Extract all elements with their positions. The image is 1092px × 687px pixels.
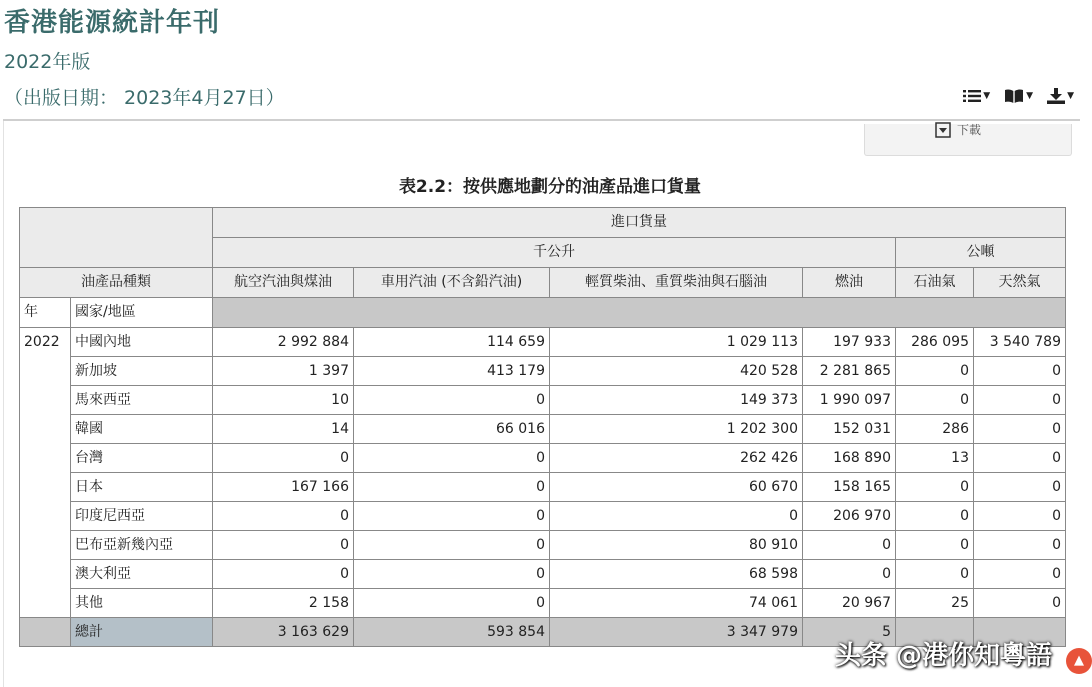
value-cell: 0	[896, 473, 974, 502]
chevron-down-icon: ▼	[983, 90, 991, 101]
corner-cell	[20, 208, 213, 268]
country-cell: 新加坡	[71, 357, 213, 386]
value-cell: 0	[550, 502, 803, 531]
country-cell: 巴布亞新幾內亞	[71, 531, 213, 560]
table-row	[20, 502, 1066, 531]
value-cell: 0	[896, 560, 974, 589]
table-row	[20, 473, 1066, 502]
table-of-contents-button[interactable]	[963, 88, 990, 104]
column-header: 車用汽油 (不含鉛汽油)	[354, 268, 550, 298]
value-cell: 25	[896, 589, 974, 618]
value-cell: 13	[896, 444, 974, 473]
chevron-up-icon: ▲	[1074, 653, 1084, 668]
value-cell: 152 031	[803, 415, 896, 444]
country-cell: 台灣	[71, 444, 213, 473]
value-cell: 0	[803, 531, 896, 560]
value-cell: 0	[974, 560, 1066, 589]
value-cell: 286	[896, 415, 974, 444]
value-cell: 0	[803, 560, 896, 589]
value-cell: 1 029 113	[550, 328, 803, 357]
watermark: 头条 @港你知粵語	[835, 641, 1053, 671]
value-cell: 0	[974, 473, 1066, 502]
value-cell: 66 016	[354, 415, 550, 444]
page-title: 香港能源統計年刊	[4, 8, 221, 38]
content-border	[3, 121, 4, 687]
value-cell: 197 933	[803, 328, 896, 357]
download-icon	[1047, 88, 1065, 104]
column-header: 燃油	[803, 268, 896, 298]
oil-import-table	[19, 207, 1066, 647]
value-cell: 206 970	[803, 502, 896, 531]
edition-label: 2022年版	[4, 51, 91, 73]
country-cell: 韓國	[71, 415, 213, 444]
column-header: 天然氣	[974, 268, 1066, 298]
page-header	[0, 0, 1080, 120]
download-panel-label: 下載	[957, 122, 982, 137]
value-cell: 0	[354, 560, 550, 589]
country-cell: 日本	[71, 473, 213, 502]
value-cell: 0	[213, 502, 354, 531]
value-cell: 0	[354, 531, 550, 560]
value-cell: 0	[974, 386, 1066, 415]
table-row	[20, 386, 1066, 415]
reading-mode-button[interactable]	[1004, 88, 1033, 104]
value-cell: 60 670	[550, 473, 803, 502]
country-cell: 澳大利亞	[71, 560, 213, 589]
table-row	[20, 444, 1066, 473]
value-cell: 262 426	[550, 444, 803, 473]
header-import-volume: 進口貨量	[213, 208, 1066, 238]
total-year-cell	[20, 618, 71, 647]
value-cell: 0	[896, 357, 974, 386]
column-header: 輕質柴油、重質柴油與石腦油	[550, 268, 803, 298]
value-cell: 286 095	[896, 328, 974, 357]
value-cell: 0	[354, 502, 550, 531]
table-caption: 表2.2：按供應地劃分的油產品進口貨量	[398, 177, 702, 197]
header-year: 年	[20, 298, 71, 328]
country-cell: 印度尼西亞	[71, 502, 213, 531]
toolbar	[963, 88, 1074, 104]
chevron-down-icon: ▼	[1067, 90, 1074, 101]
list-icon	[963, 89, 981, 103]
total-value-cell: 3 347 979	[550, 618, 803, 647]
book-icon	[1004, 89, 1024, 103]
value-cell: 168 890	[803, 444, 896, 473]
value-cell: 158 165	[803, 473, 896, 502]
header-spacer	[213, 298, 1066, 328]
table-row	[20, 328, 1066, 357]
value-cell: 80 910	[550, 531, 803, 560]
total-value-cell: 3 163 629	[213, 618, 354, 647]
header-divider	[3, 119, 1080, 121]
value-cell: 413 179	[354, 357, 550, 386]
scroll-top-button[interactable]	[1066, 648, 1092, 674]
download-panel-inner	[935, 122, 982, 138]
total-label: 總計	[71, 618, 213, 647]
download-panel[interactable]	[864, 124, 1072, 156]
table-row	[20, 357, 1066, 386]
value-cell: 20 967	[803, 589, 896, 618]
value-cell: 0	[354, 589, 550, 618]
table-row	[20, 560, 1066, 589]
value-cell: 420 528	[550, 357, 803, 386]
table-row	[20, 589, 1066, 618]
value-cell: 0	[354, 444, 550, 473]
download-button[interactable]	[1047, 88, 1074, 104]
value-cell: 0	[974, 589, 1066, 618]
download-icon	[935, 122, 951, 138]
column-header: 石油氣	[896, 268, 974, 298]
value-cell: 3 540 789	[974, 328, 1066, 357]
value-cell: 0	[974, 531, 1066, 560]
value-cell: 1 990 097	[803, 386, 896, 415]
value-cell: 10	[213, 386, 354, 415]
value-cell: 167 166	[213, 473, 354, 502]
value-cell: 0	[974, 415, 1066, 444]
header-unit-kilolitres: 千公升	[213, 238, 896, 268]
value-cell: 0	[974, 502, 1066, 531]
value-cell: 68 598	[550, 560, 803, 589]
header-country: 國家/地區	[71, 298, 213, 328]
value-cell: 1 397	[213, 357, 354, 386]
year-cell: 2022	[20, 328, 71, 618]
value-cell: 0	[354, 473, 550, 502]
value-cell: 2 158	[213, 589, 354, 618]
value-cell: 0	[896, 502, 974, 531]
value-cell: 2 992 884	[213, 328, 354, 357]
value-cell: 2 281 865	[803, 357, 896, 386]
value-cell: 0	[974, 444, 1066, 473]
value-cell: 0	[896, 386, 974, 415]
value-cell: 0	[213, 560, 354, 589]
value-cell: 0	[354, 386, 550, 415]
value-cell: 74 061	[550, 589, 803, 618]
value-cell: 0	[213, 531, 354, 560]
value-cell: 149 373	[550, 386, 803, 415]
value-cell: 0	[213, 444, 354, 473]
chevron-down-icon: ▼	[1026, 90, 1034, 101]
table-row	[20, 531, 1066, 560]
value-cell: 114 659	[354, 328, 550, 357]
value-cell: 1 202 300	[550, 415, 803, 444]
country-cell: 其他	[71, 589, 213, 618]
column-header: 航空汽油與煤油	[213, 268, 354, 298]
publication-date: （出版日期： 2023年4月27日）	[4, 87, 285, 109]
table-row	[20, 415, 1066, 444]
total-value-cell: 593 854	[354, 618, 550, 647]
country-cell: 馬來西亞	[71, 386, 213, 415]
total-value-cell: 5	[803, 618, 896, 647]
header-unit-tonnes: 公噸	[896, 238, 1066, 268]
value-cell: 0	[896, 531, 974, 560]
value-cell: 14	[213, 415, 354, 444]
header-product-type: 油產品種類	[20, 268, 213, 298]
value-cell: 0	[974, 357, 1066, 386]
country-cell: 中國內地	[71, 328, 213, 357]
